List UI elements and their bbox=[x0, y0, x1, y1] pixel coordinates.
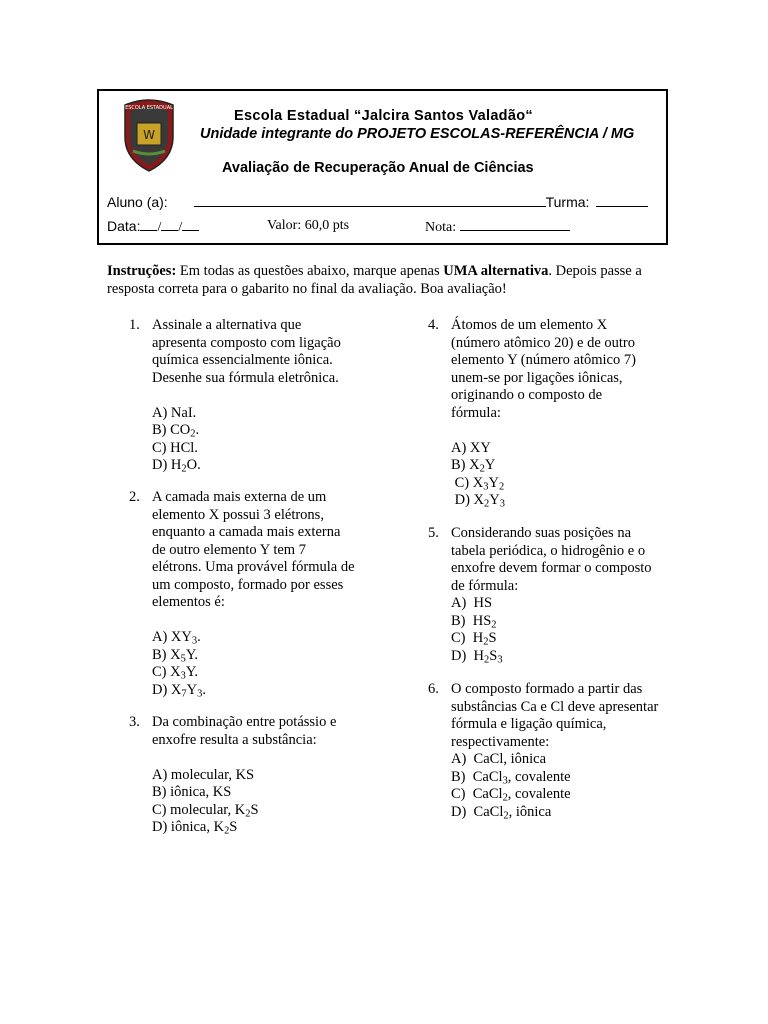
option-c[interactable]: C) CaCl$_2$, covalente bbox=[451, 786, 571, 804]
option-b[interactable]: B) CaCl$_3$, covalente bbox=[451, 768, 571, 787]
option-c[interactable]: C) $X_3Y$. bbox=[152, 664, 199, 682]
date-row: Data: / / bbox=[107, 218, 199, 236]
nota-field[interactable] bbox=[460, 218, 570, 231]
option-b[interactable]: B) iônica, KS bbox=[152, 784, 232, 800]
data-label: Data: bbox=[107, 218, 141, 234]
nota-label: Nota: bbox=[425, 220, 457, 235]
date-day-field[interactable] bbox=[140, 218, 157, 231]
option-d[interactable]: D) $H_2O$. bbox=[152, 457, 201, 475]
option-b[interactable]: B) $X_5Y$. bbox=[152, 646, 199, 665]
question-text: Assinale a alternativa que apresenta composto com ligação química essencialmente iônica. Desenhe sua fórmula eletrônica. bbox=[152, 317, 341, 386]
header-box bbox=[97, 89, 668, 245]
question-text: O composto formado a partir das substâncias Ca e Cl deve apresentar fórmula e ligação química, respectivamente: bbox=[451, 681, 659, 750]
turma-label: Turma: bbox=[545, 194, 590, 210]
option-b[interactable]: B) $X_2Y$ bbox=[451, 457, 496, 475]
option-d[interactable]: D) iônica, $K_2S$ bbox=[152, 819, 238, 837]
question-number: 4. bbox=[428, 317, 439, 333]
option-a[interactable]: A) $XY_3$. bbox=[152, 629, 201, 647]
aluno-field[interactable] bbox=[194, 194, 546, 207]
instructions bbox=[107, 263, 667, 298]
question-number: 5. bbox=[428, 525, 439, 541]
student-row bbox=[107, 194, 648, 210]
option-c[interactable]: C) $H_2S$ bbox=[451, 630, 497, 648]
instructions-text-before: Em todas as questões abaixo, marque apenas bbox=[176, 263, 444, 279]
question-text: A camada mais externa de um elemento X possui 3 elétrons, enquanto a camada mais externa de outro elemento Y tem 7 elétrons. Uma provável fórmula de um composto, formado por esses elementos é: bbox=[152, 489, 355, 610]
question-text: Da combinação entre potássio e enxofre resulta a substância: bbox=[152, 714, 337, 748]
option-c[interactable]: C) molecular, $K_2S$ bbox=[152, 801, 259, 820]
option-c[interactable]: C) $X_3Y_2$ bbox=[451, 474, 505, 493]
option-a[interactable]: A) NaI. bbox=[152, 404, 197, 421]
svg-text:W: W bbox=[143, 128, 155, 142]
turma-field[interactable] bbox=[596, 194, 648, 207]
option-a[interactable]: A) HS bbox=[451, 595, 493, 611]
nota-row bbox=[425, 218, 570, 236]
question-text: Átomos de um elemento X (número atômico 20) e de outro elemento Y (número atômico 7) unem-se por ligações iônicas, originando o composto de fórmula: bbox=[451, 317, 636, 421]
option-a[interactable]: A) XY bbox=[451, 439, 491, 456]
instructions-emphasis: UMA alternativa bbox=[443, 263, 549, 279]
option-a[interactable]: A) CaCl, iônica bbox=[451, 751, 547, 767]
logo-text: ESCOLA ESTADUAL bbox=[125, 105, 173, 111]
option-b[interactable]: B) $HS_2$ bbox=[451, 612, 497, 631]
school-logo bbox=[121, 97, 177, 173]
aluno-label: Aluno (a): bbox=[107, 194, 168, 210]
instructions-text-after: . Depois passe a resposta correta para o gabarito no final da avaliação. Boa avaliação! bbox=[107, 263, 642, 297]
instructions-label: Instruções: bbox=[107, 263, 177, 279]
evaluation-title: Avaliação de Recuperação Anual de Ciências bbox=[222, 160, 534, 176]
project-subtitle: Unidade integrante do PROJETO ESCOLAS-REFERÊNCIA / MG bbox=[200, 126, 635, 142]
question-text: Considerando suas posições na tabela periódica, o hidrogênio e o enxofre devem formar o composto de fórmula: bbox=[451, 525, 652, 594]
date-year-field[interactable] bbox=[182, 218, 199, 231]
date-month-field[interactable] bbox=[161, 218, 178, 231]
question-number: 2. bbox=[129, 489, 140, 505]
option-a[interactable]: A) molecular, KS bbox=[152, 766, 255, 783]
question-number: 1. bbox=[129, 317, 140, 333]
option-d[interactable]: D) $X_7Y_3$. bbox=[152, 681, 206, 700]
option-d[interactable]: D) $X_2Y_3$ bbox=[451, 492, 505, 510]
option-d[interactable]: D) $H_2S_3$ bbox=[451, 647, 503, 666]
question-number: 6. bbox=[428, 681, 439, 697]
question-number: 3. bbox=[129, 714, 140, 730]
option-b[interactable]: B) $CO_2$. bbox=[152, 422, 200, 440]
option-d[interactable]: D) CaCl$_2$, iônica bbox=[451, 803, 552, 822]
option-c[interactable]: C) HCl. bbox=[152, 439, 198, 456]
school-name: Escola Estadual “Jalcira Santos Valadão“ bbox=[234, 108, 533, 124]
valor-label: Valor: 60,0 pts bbox=[267, 218, 350, 233]
